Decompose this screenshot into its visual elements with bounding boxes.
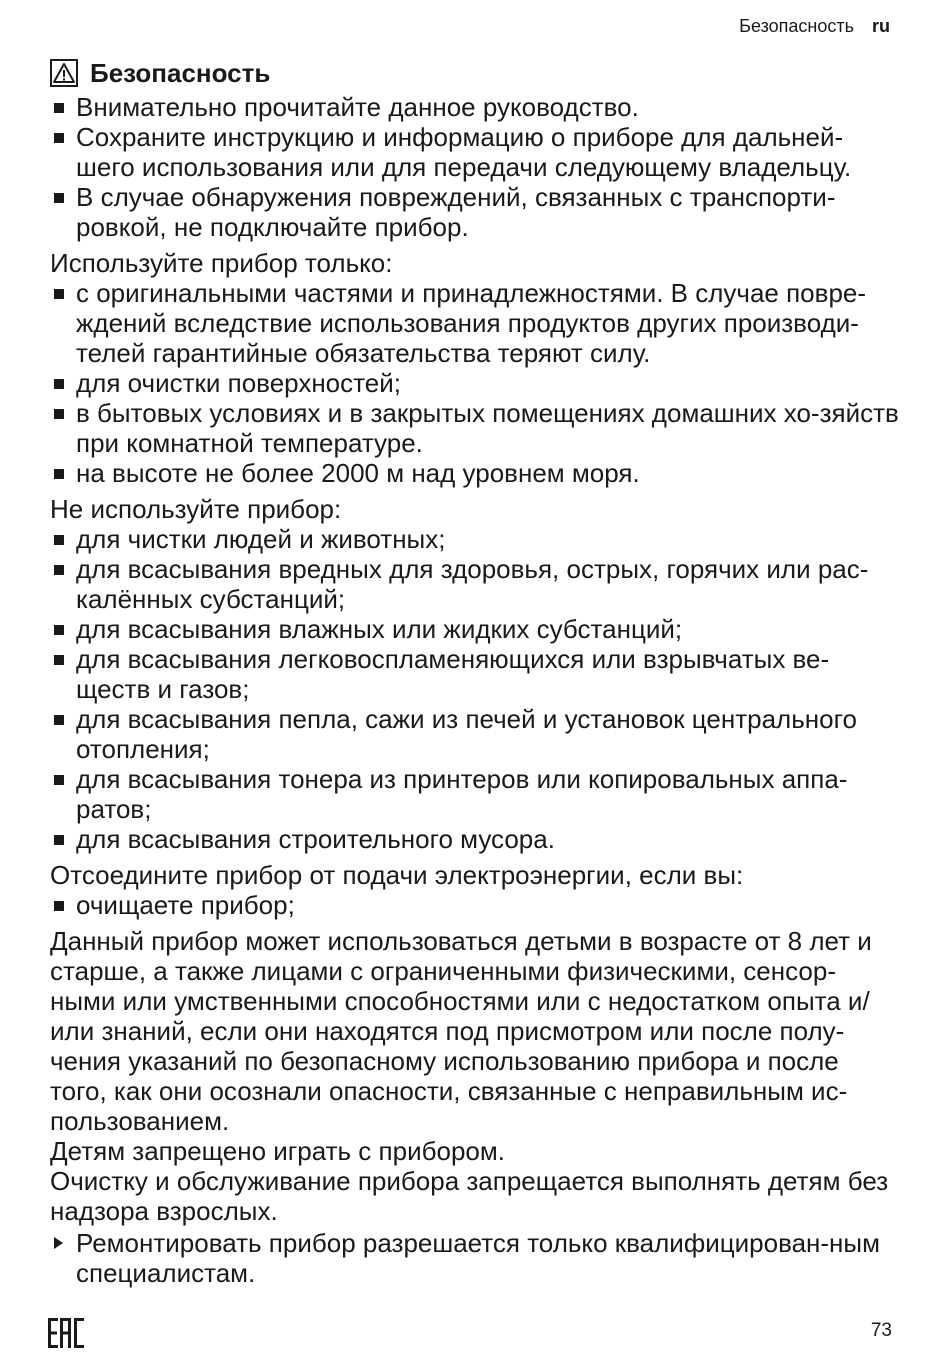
disconnect-intro: Отсоедините прибор от подачи электроэнергии, если вы: <box>50 860 744 890</box>
repair-action-text: Ремонтировать прибор разрешается только квалифицирован-ным специалистам. <box>76 1228 880 1288</box>
list-item: очищаете прибор; <box>50 890 900 920</box>
notuse-intro: Не используйте прибор: <box>50 494 342 524</box>
list-item: в бытовых условиях и в закрытых помещениях домашних хо-зяйств при комнатной температуре. <box>50 398 900 458</box>
notuse-list <box>50 524 900 854</box>
warning-triangle-icon <box>50 59 78 87</box>
cleaning-paragraph: Очистку и обслуживание прибора запрещается выполнять детям без надзора взрослых. <box>50 1166 889 1226</box>
list-item: для всасывания тонера из принтеров или копировальных аппа-ратов; <box>50 764 900 824</box>
page-content <box>50 56 900 1288</box>
list-item: В случае обнаружения повреждений, связанных с транспорти-ровкой, не подключайте прибор. <box>50 182 900 242</box>
list-item: для всасывания пепла, сажи из печей и установок центрального отопления; <box>50 704 900 764</box>
list-item: для очистки поверхностей; <box>50 368 900 398</box>
list-item: для всасывания влажных или жидких субстанций; <box>50 614 900 644</box>
page-title: Безопасность <box>90 58 271 88</box>
list-item: Сохраните инструкцию и информацию о приборе для дальней-шего использования или для передачи следующему владельцу. <box>50 122 900 182</box>
page-number: 73 <box>870 1320 892 1341</box>
section-heading <box>50 56 900 90</box>
list-item: для всасывания легковоспламеняющихся или взрывчатых ве-ществ и газов; <box>50 644 900 704</box>
repair-action-item <box>50 1228 900 1288</box>
list-item: на высоте не более 2000 м над уровнем моря. <box>50 458 900 488</box>
list-item: с оригинальными частями и принадлежностями. В случае повре-ждений вследствие использования продуктов других производи-телей гарантийные обязательства теряют силу. <box>50 278 900 368</box>
disconnect-list <box>50 890 900 920</box>
use-intro: Используйте прибор только: <box>50 248 393 278</box>
list-item: Внимательно прочитайте данное руководство. <box>50 92 900 122</box>
list-item: для чистки людей и животных; <box>50 524 900 554</box>
action-arrow-icon <box>54 1237 63 1249</box>
eac-logo <box>48 1318 84 1348</box>
use-list <box>50 278 900 488</box>
safety-bullet-list <box>50 92 900 242</box>
children-paragraph: Данный прибор может использоваться детьми в возрасте от 8 лет и старше, а также лицами с ограниченными физическими, сенсор-ными или умственными способностями или с недостатком опыта и/или знаний, если они находятся под присмотром или после полу-чения указаний по безопасному использованию прибора и после того, как они осознали опасности, связанные с неправильным ис-пользованием. <box>50 926 872 1136</box>
list-item: для всасывания вредных для здоровья, острых, горячих или рас-калённых субстанций; <box>50 554 900 614</box>
running-header <box>739 16 890 37</box>
list-item: для всасывания строительного мусора. <box>50 824 900 854</box>
running-header-lang: ru <box>872 16 890 36</box>
running-header-section: Безопасность <box>739 16 854 36</box>
children-play-paragraph: Детям запрещено играть с прибором. <box>50 1136 505 1166</box>
